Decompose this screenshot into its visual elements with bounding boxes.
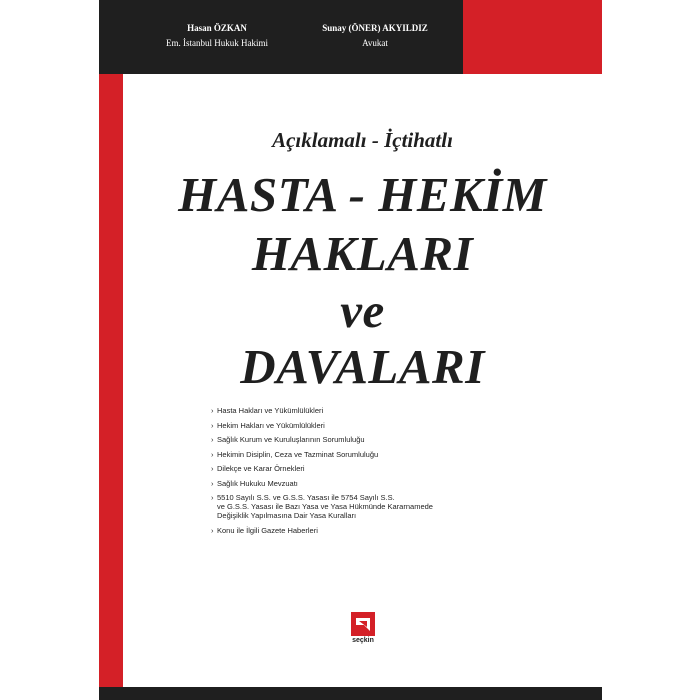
author-1	[137, 21, 297, 51]
seckin-logo-icon	[351, 612, 375, 636]
bullet-marker: ›	[211, 464, 214, 473]
list-item: › Hekim Hakları ve Yükümlülükleri	[211, 420, 325, 430]
book-title-line-1: HASTA - HEKİM	[178, 167, 547, 222]
book-cover	[99, 0, 602, 700]
list-item: › 5510 Sayılı S.S. ve G.S.S. Yasası ile 5754 Sayılı S.S. ve G.S.S. Yasası ile Bazı Yasa ve Yasa Hükmünde Kararnamede Değişiklik Yapılmasına Dair Yasa Kuralları	[211, 493, 433, 520]
list-item: › Hekimin Disiplin, Ceza ve Tazminat Sorumluluğu	[211, 449, 379, 459]
top-red-band	[463, 0, 602, 74]
list-item: › Hasta Hakları ve Yükümlülükleri	[211, 406, 324, 415]
publisher-name: seçkin	[352, 637, 374, 644]
book-title-line-3: ve	[340, 283, 385, 338]
bullet-marker: ›	[211, 406, 214, 415]
author-1-role: Em. İstanbul Hukuk Hakimi	[166, 38, 268, 48]
left-red-band	[99, 74, 123, 700]
list-item: › Sağlık Kurum ve Kuruluşlarının Sorumluluğu	[211, 435, 365, 444]
author-1-name: Hasan ÖZKAN	[187, 23, 247, 33]
book-title-line-4: DAVALARI	[240, 339, 485, 394]
author-2-role: Avukat	[362, 38, 388, 48]
bullet-marker: ›	[211, 493, 214, 502]
bullet-marker: ›	[211, 449, 214, 459]
bullet-marker: ›	[211, 525, 214, 535]
bullet-marker: ›	[211, 478, 214, 488]
list-item: › Konu ile İlgili Gazete Haberleri	[211, 525, 318, 535]
book-subtitle: Açıklamalı - İçtihatlı	[272, 128, 453, 152]
contents-list	[211, 406, 511, 540]
book-title-line-2: HAKLARI	[251, 226, 474, 281]
bullet-marker: ›	[211, 420, 214, 430]
author-2	[285, 21, 465, 51]
bottom-dark-band	[99, 687, 602, 700]
author-2-name: Sunay (ÖNER) AKYILDIZ	[322, 23, 428, 33]
bullet-marker: ›	[211, 435, 214, 444]
list-item: › Sağlık Hukuku Mevzuatı	[211, 478, 298, 488]
publisher-logo	[343, 612, 383, 662]
list-item: › Dilekçe ve Karar Örnekleri	[211, 464, 305, 473]
